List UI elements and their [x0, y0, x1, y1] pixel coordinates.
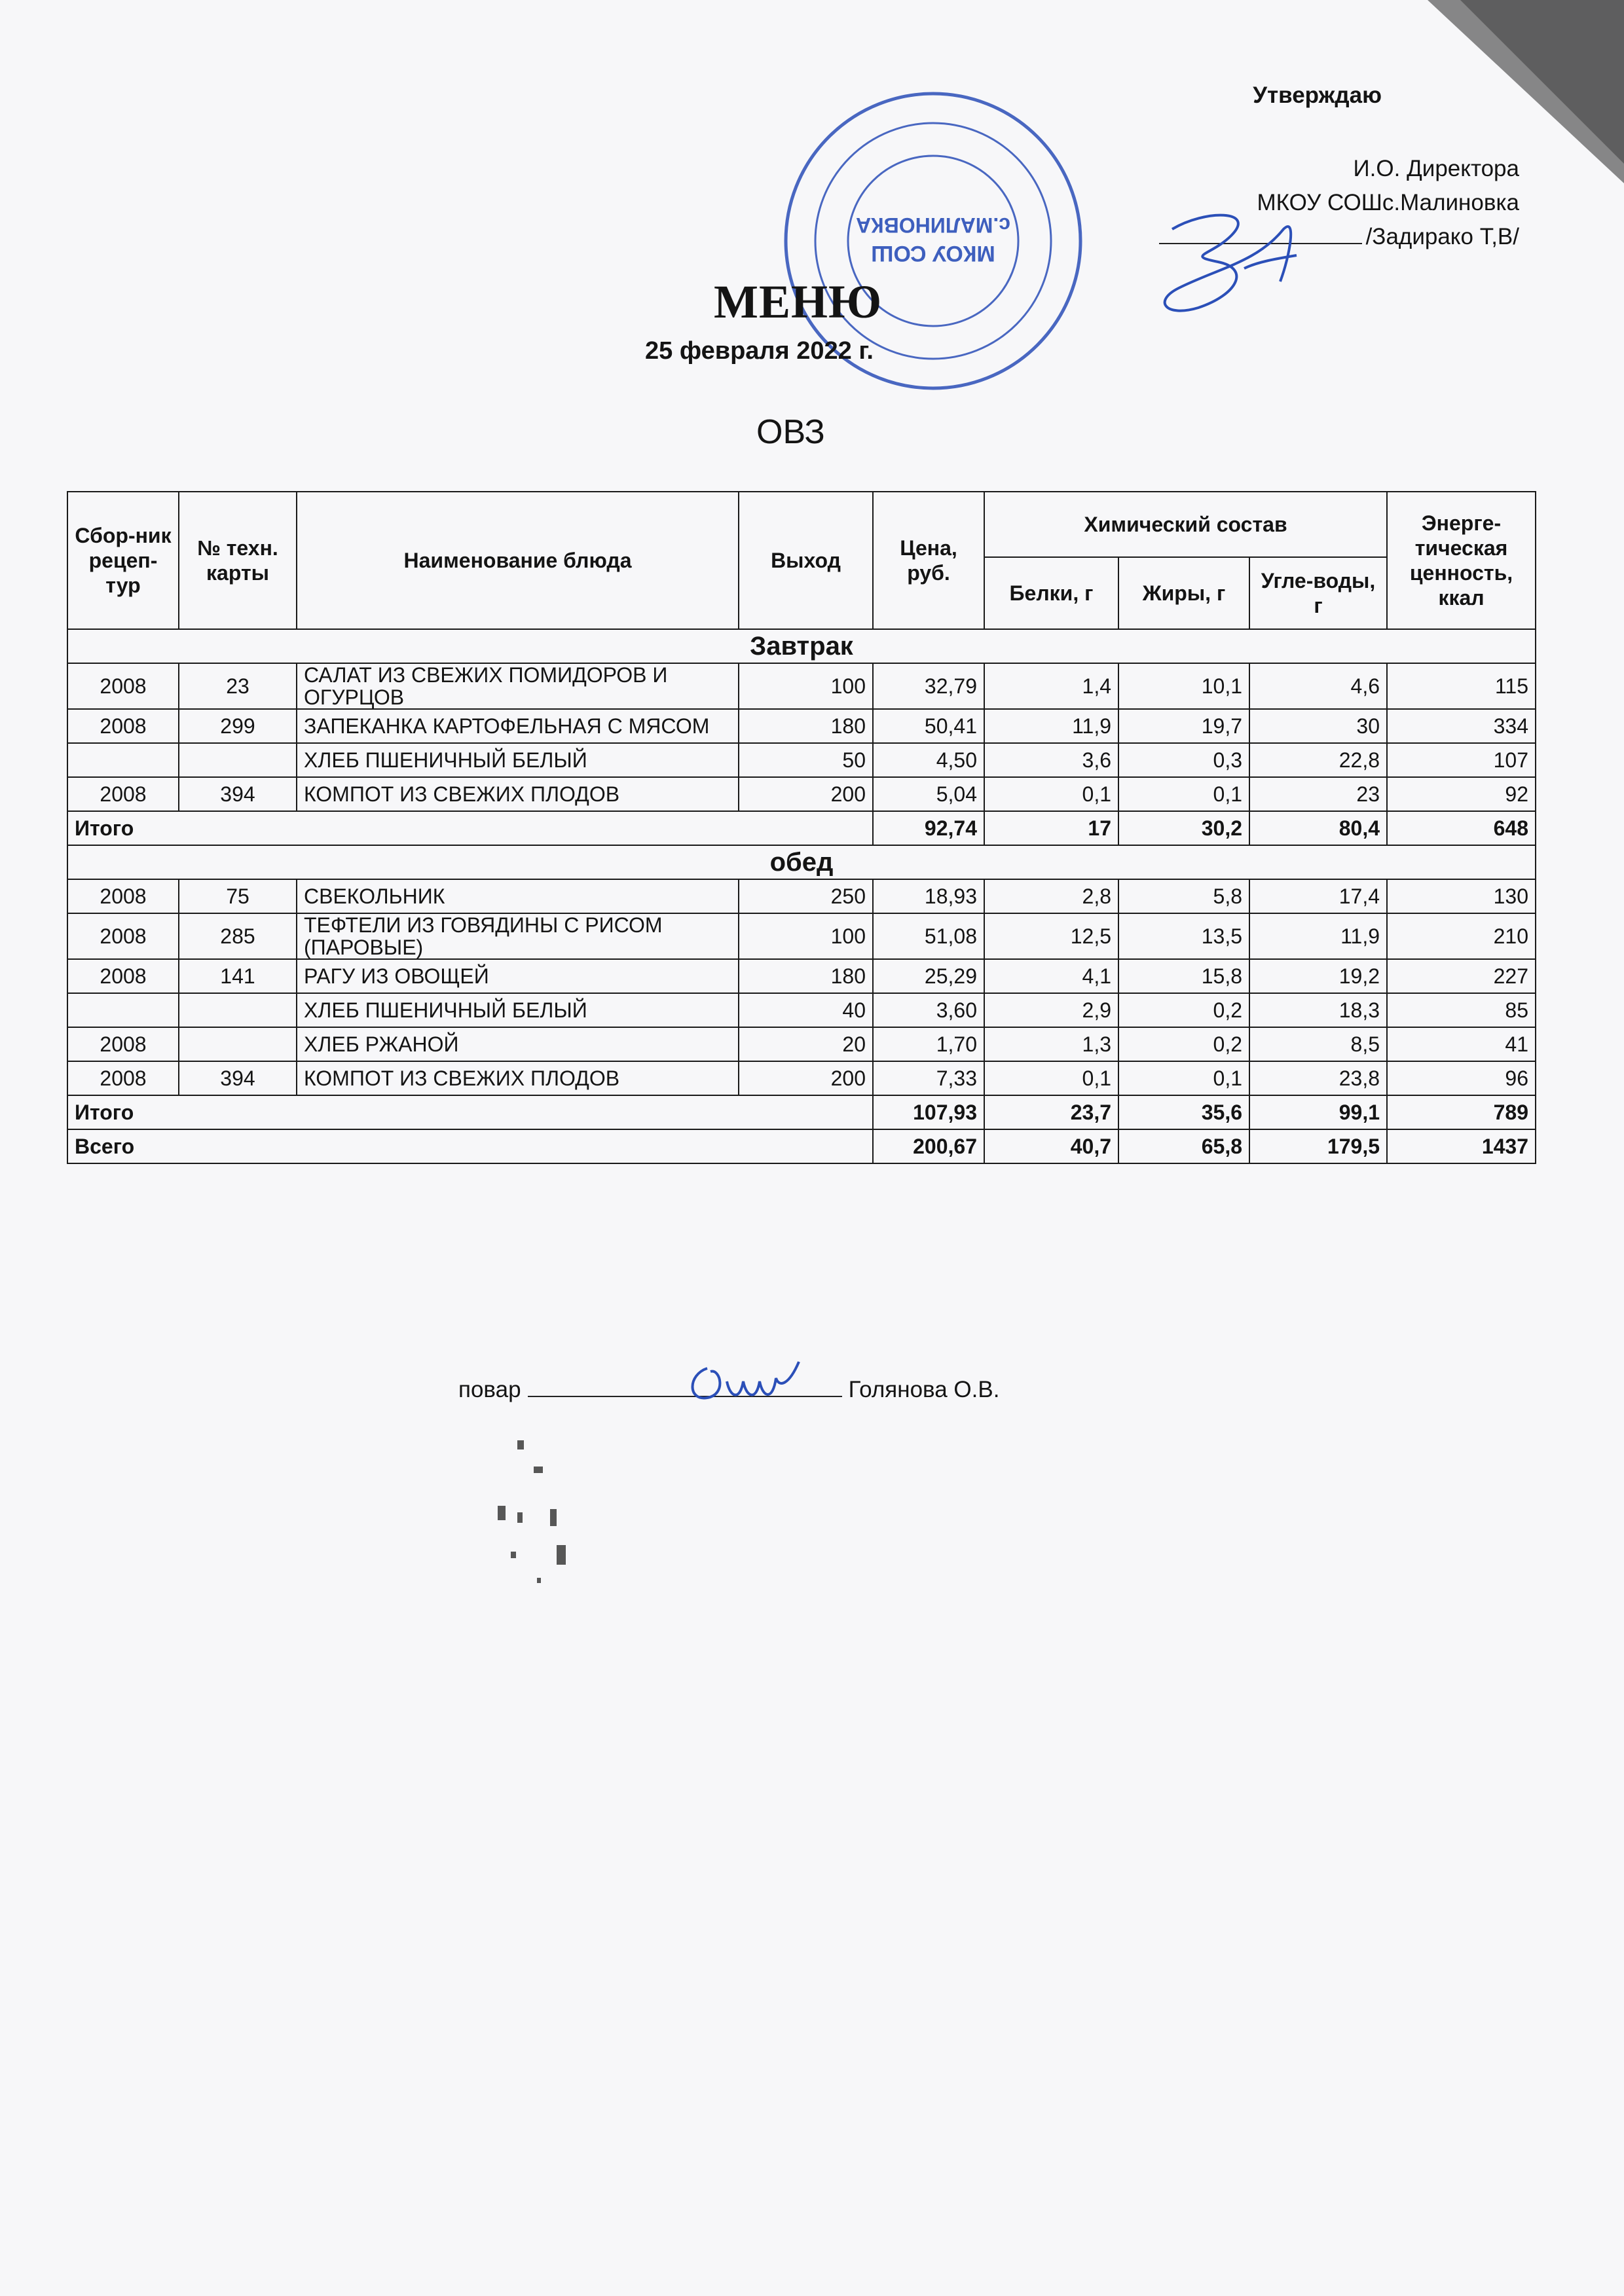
section-row-lunch: обед [67, 845, 1536, 879]
stamp-line-1: МКОУ СОШ [871, 241, 995, 266]
director-signature [1126, 190, 1336, 340]
table-row: ХЛЕБ ПШЕНИЧНЫЙ БЕЛЫЙ 50 4,50 3,6 0,3 22,8 107 [67, 743, 1536, 777]
approval-organization: МКОУ СОШс.Малиновка [1257, 190, 1519, 215]
table-row: 2008 394 КОМПОТ ИЗ СВЕЖИХ ПЛОДОВ 200 5,04 0,1 0,1 23 92 [67, 777, 1536, 811]
cook-label: повар [458, 1377, 521, 1402]
menu-subtitle: ОВЗ [756, 413, 825, 451]
header-protein: Белки, г [984, 557, 1118, 629]
table-row: 2008 ХЛЕБ РЖАНОЙ 20 1,70 1,3 0,2 8,5 41 [67, 1027, 1536, 1061]
table-row: 2008 75 СВЕКОЛЬНИК 250 18,93 2,8 5,8 17,4 130 [67, 879, 1536, 913]
table-row: ХЛЕБ ПШЕНИЧНЫЙ БЕЛЫЙ 40 3,60 2,9 0,2 18,3 85 [67, 993, 1536, 1027]
approval-position: И.О. Директора [1353, 156, 1519, 181]
menu-table [67, 491, 1536, 1164]
cook-name: Голянова О.В. [848, 1377, 1000, 1402]
approval-signer: /Задирако Т,В/ [1365, 224, 1519, 249]
cook-signature [681, 1349, 812, 1421]
header-fat: Жиры, г [1118, 557, 1249, 629]
total-row-lunch: Итого 107,93 23,7 35,6 99,1 789 [67, 1095, 1536, 1129]
header-collection: Сбор-ник рецеп-тур [67, 492, 179, 629]
header-dish: Наименование блюда [297, 492, 739, 629]
header-price: Цена, руб. [873, 492, 984, 629]
header-energy: Энерге-тическая ценность, ккал [1387, 492, 1536, 629]
stamp-line-2: с.МАЛИНОВКА [855, 213, 1011, 237]
header-card-no: № техн. карты [179, 492, 297, 629]
grand-total-row: Всего 200,67 40,7 65,8 179,5 1437 [67, 1129, 1536, 1163]
header-carbs: Угле-воды, г [1249, 557, 1387, 629]
approval-title: Утверждаю [1253, 82, 1382, 108]
table-row: 2008 23 САЛАТ ИЗ СВЕЖИХ ПОМИДОРОВ И ОГУРЦОВ 100 32,79 1,4 10,1 4,6 115 [67, 663, 1536, 709]
total-row-breakfast: Итого 92,74 17 30,2 80,4 648 [67, 811, 1536, 845]
table-row: 2008 394 КОМПОТ ИЗ СВЕЖИХ ПЛОДОВ 200 7,33 0,1 0,1 23,8 96 [67, 1061, 1536, 1095]
scan-speckles [471, 1427, 602, 1597]
menu-date: 25 февраля 2022 г. [645, 337, 874, 365]
table-row: 2008 299 ЗАПЕКАНКА КАРТОФЕЛЬНАЯ С МЯСОМ 180 50,41 11,9 19,7 30 334 [67, 709, 1536, 743]
section-row-breakfast: Завтрак [67, 629, 1536, 663]
header-yield: Выход [739, 492, 873, 629]
page-title: МЕНЮ [714, 276, 883, 328]
table-row: 2008 285 ТЕФТЕЛИ ИЗ ГОВЯДИНЫ С РИСОМ (ПАРОВЫЕ) 100 51,08 12,5 13,5 11,9 210 [67, 913, 1536, 959]
header-chem: Химический состав [984, 492, 1387, 557]
table-row: 2008 141 РАГУ ИЗ ОВОЩЕЙ 180 25,29 4,1 15,8 19,2 227 [67, 959, 1536, 993]
